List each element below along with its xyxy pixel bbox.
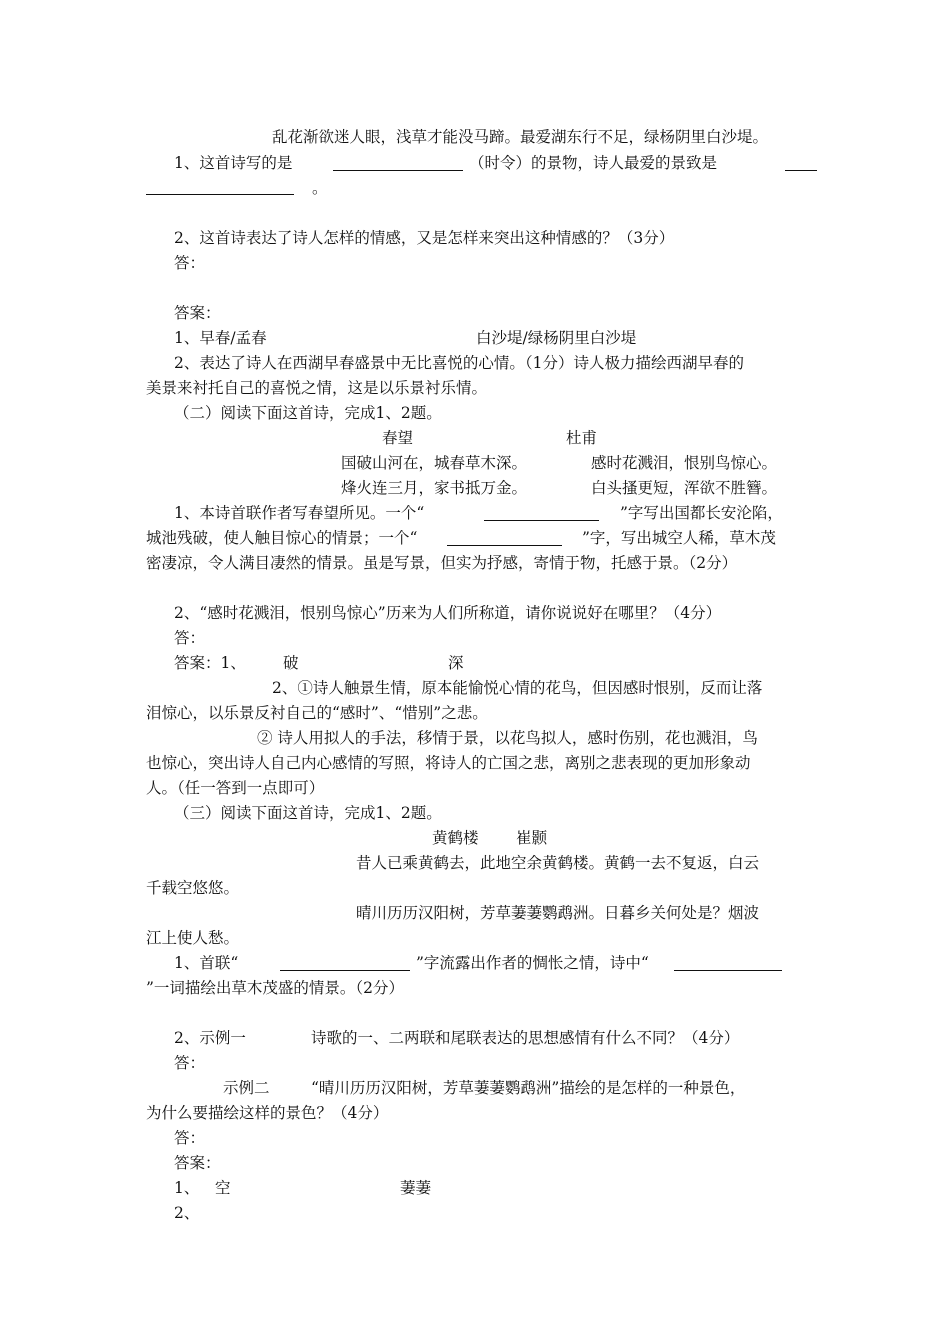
poem-line: 国破山河在，城春草木深。 [341, 454, 528, 472]
poem-author: 崔颢 [516, 829, 548, 847]
answer-1a: 空 [215, 1179, 231, 1197]
answer-1-right: 白沙堤/绿杨阴里白沙堤 [476, 329, 637, 347]
answer-1-label: 1、 [174, 1179, 200, 1197]
question-1-line-2: ”一词描绘出草木茂盛的情景。（2分） [146, 979, 405, 997]
question-1-line-1a: 1、本诗首联作者写春望所见。一个“ [174, 504, 425, 522]
answer-2-line-1: 2、①诗人触景生情，原本能愉悦心情的花鸟，但因感时恨别，反而让落 [272, 679, 763, 697]
question-2-label: 2、示例一 [174, 1029, 246, 1047]
answer-prompt: 答： [174, 1054, 206, 1072]
question-1-line-1b: ”字写出国都长安沦陷， [620, 504, 783, 522]
blank-line [484, 506, 599, 521]
poem-line: 烽火连三月，家书抵万金。 [341, 479, 528, 497]
answer-1b: 深 [448, 654, 464, 672]
question-1-part-b: （时令）的景物，诗人最爱的景致是 [469, 154, 718, 172]
question-1-part-a: 1、首联“ [174, 954, 239, 972]
answer-2-line-3: ② 诗人用拟人的手法，移情于景，以花鸟拟人，感时伤别，花也溅泪，鸟 [257, 729, 758, 747]
blank-line [447, 531, 562, 546]
question-1-line-2a: 城池残破，使人触目惊心的情景；一个“ [146, 529, 418, 547]
answer-1b: 萋萋 [400, 1179, 432, 1197]
question-2: 2、“感时花溅泪，恨别鸟惊心”历来为人们所称道，请你说说好在哪里？（4分） [174, 604, 722, 622]
answer-prompt: 答： [174, 1129, 206, 1147]
answer-2-line-4: 也惊心，突出诗人自己内心感情的写照，将诗人的亡国之悲，离别之悲表现的更加形象动 [146, 754, 751, 772]
answer-2-label: 2、 [174, 1204, 200, 1222]
blank-line [146, 180, 294, 195]
blank-line [674, 956, 782, 971]
question-1-end: 。 [312, 179, 328, 197]
answer-2-line-1: 2、表达了诗人在西湖早春盛景中无比喜悦的心情。（1分）诗人极力描绘西湖早春的 [174, 354, 744, 372]
poem-line: 晴川历历汉阳树，芳草萋萋鹦鹉洲。日暮乡关何处是？烟波 [356, 904, 760, 922]
question-2-text: 诗歌的一、二两联和尾联表达的思想感情有什么不同？（4分） [311, 1029, 740, 1047]
poem-author: 杜甫 [566, 429, 598, 447]
section-2-heading: （二）阅读下面这首诗，完成1、2题。 [174, 404, 442, 422]
blank-line [785, 156, 817, 171]
poem-line: 感时花溅泪，恨别鸟惊心。 [591, 454, 778, 472]
example-2-line-2: 为什么要描绘这样的景色？（4分） [146, 1104, 389, 1122]
poem-line: 江上使人愁。 [146, 929, 240, 947]
question-1-part-b: ”字流露出作者的惆怅之情，诗中“ [416, 954, 649, 972]
poem-line: 千载空悠悠。 [146, 879, 240, 897]
poem-line: 乱花渐欲迷人眼，浅草才能没马蹄。最爱湖东行不足，绿杨阴里白沙堤。 [272, 128, 769, 146]
blank-line [280, 956, 410, 971]
question-1-line-3: 密凄凉，令人满目凄然的情景。虽是写景，但实为抒感，寄情于物，托感于景。（2分） [146, 554, 738, 572]
answer-label: 答案： [174, 304, 221, 322]
answer-2-line-2: 美景来衬托自己的喜悦之情，这是以乐景衬乐情。 [146, 379, 488, 397]
example-2-text: “晴川历历汉阳树，芳草萋萋鹦鹉洲”描绘的是怎样的一种景色， [311, 1079, 746, 1097]
question-2: 2、这首诗表达了诗人怎样的情感，又是怎样来突出这种情感的？（3分） [174, 229, 675, 247]
answer-label: 答案：1、 [174, 654, 246, 672]
answer-1a: 破 [283, 654, 299, 672]
poem-line: 白头搔更短，浑欲不胜簪。 [591, 479, 778, 497]
question-1-line-2b: ”字，写出城空人稀，草木茂 [582, 529, 776, 547]
poem-title: 春望 [382, 429, 414, 447]
example-2-label: 示例二 [223, 1079, 270, 1097]
poem-line: 昔人已乘黄鹤去，此地空余黄鹤楼。黄鹤一去不复返，白云 [356, 854, 760, 872]
question-1-part-a: 1、这首诗写的是 [174, 154, 293, 172]
answer-prompt: 答： [174, 254, 206, 272]
poem-title: 黄鹤楼 [432, 829, 479, 847]
blank-line [333, 156, 463, 171]
answer-1-left: 1、早春/孟春 [174, 329, 267, 347]
answer-prompt: 答： [174, 629, 206, 647]
section-3-heading: （三）阅读下面这首诗，完成1、2题。 [174, 804, 442, 822]
answer-2-line-2: 泪惊心，以乐景反衬自己的“感时”、“惜别”之悲。 [146, 704, 488, 722]
answer-label: 答案： [174, 1154, 221, 1172]
answer-2-line-5: 人。（任一答到一点即可） [146, 779, 325, 797]
